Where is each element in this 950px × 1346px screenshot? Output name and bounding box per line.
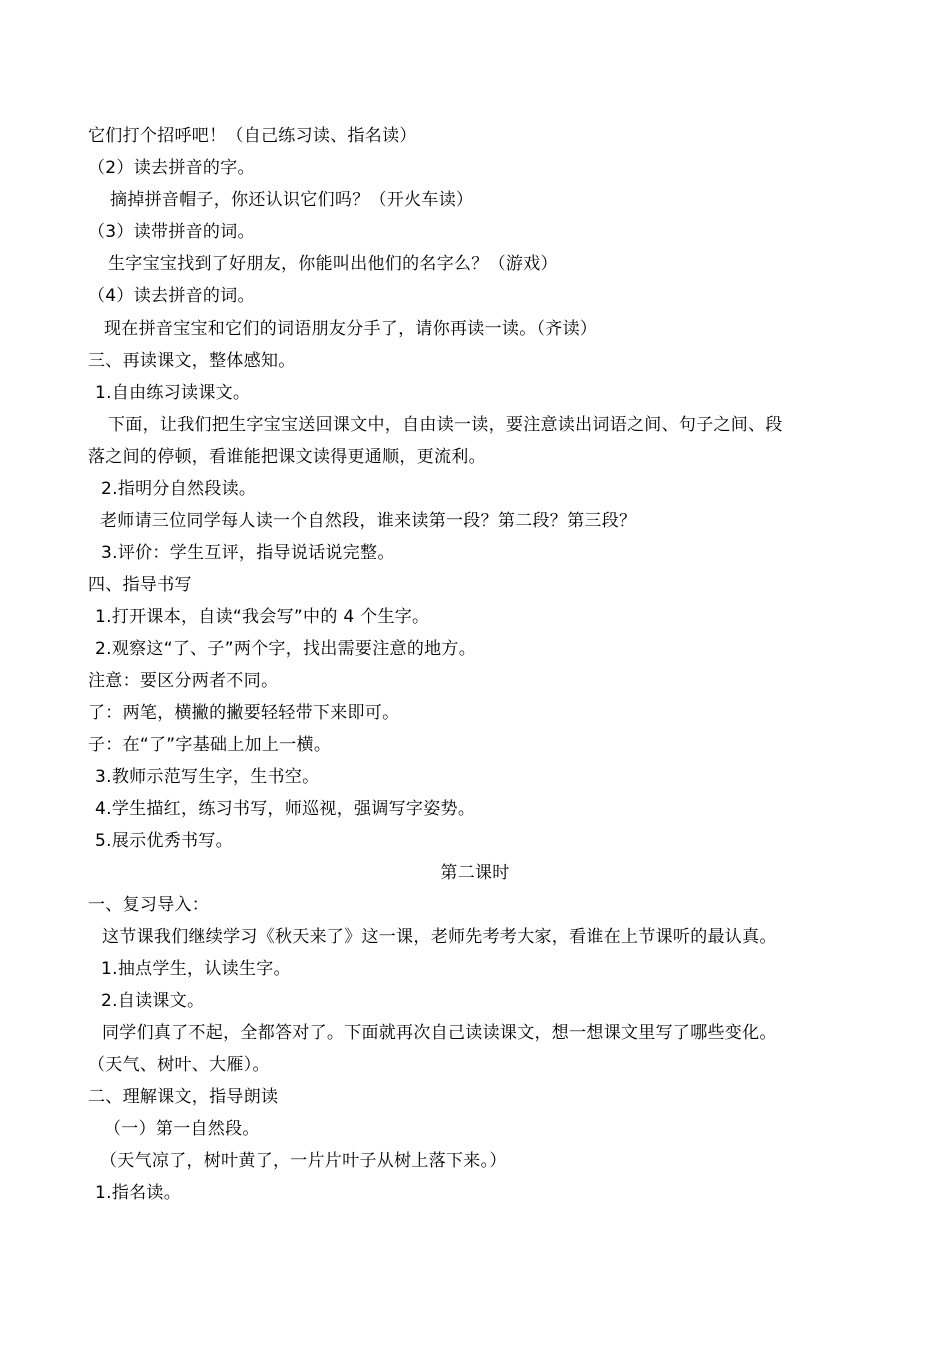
text-line-30: （天气、树叶、大雁）。 (88, 1055, 270, 1075)
text-line-7: 现在拼音宝宝和它们的词语朋友分手了，请你再读一读。（齐读） (104, 319, 598, 339)
text-line-4: （3）读带拼音的词。 (88, 222, 255, 242)
text-line-17: 2.观察这“了、子”两个字，找出需要注意的地方。 (95, 639, 477, 659)
text-line-33: （天气凉了，树叶黄了，一片片叶子从树上落下来。） (100, 1151, 507, 1171)
text-line-26: 这节课我们继续学习《秋天来了》这一课，老师先考考大家，看谁在上节课听的最认真。 (102, 927, 777, 947)
text-line-1: 它们打个招呼吧！（自己练习读、指名读） (88, 126, 417, 146)
text-line-6: （4）读去拼音的词。 (88, 286, 255, 306)
section-heading-2: 二、理解课文，指导朗读 (88, 1087, 279, 1107)
text-line-22: 4.学生描红，练习书写，师巡视，强调写字姿势。 (95, 799, 476, 819)
text-line-10: 下面，让我们把生字宝宝送回课文中，自由读一读，要注意读出词语之间、句子之间、段 (108, 415, 783, 435)
text-line-18: 注意：要区分两者不同。 (88, 671, 279, 691)
text-line-2: （2）读去拼音的字。 (88, 158, 255, 178)
text-line-28: 2.自读课文。 (101, 991, 205, 1011)
text-line-21: 3.教师示范写生字，生书空。 (95, 767, 320, 787)
text-line-34: 1.指名读。 (95, 1183, 182, 1203)
text-line-19: 了：两笔，横撇的撇要轻轻带下来即可。 (88, 703, 400, 723)
text-line-23: 5.展示优秀书写。 (95, 831, 233, 851)
text-line-3: 摘掉拼音帽子，你还认识它们吗？（开火车读） (110, 190, 474, 210)
text-line-9: 1.自由练习读课文。 (95, 383, 251, 403)
text-line-32: （一）第一自然段。 (104, 1119, 260, 1139)
text-line-16: 1.打开课本，自读“我会写”中的 4 个生字。 (95, 607, 430, 627)
text-line-29: 同学们真了不起，全都答对了。下面就再次自己读读课文，想一想课文里写了哪些变化。 (102, 1023, 777, 1043)
text-line-20: 子：在“了”字基础上加上一横。 (88, 735, 332, 755)
lesson-title: 第二课时 (440, 863, 510, 883)
text-line-5: 生字宝宝找到了好朋友，你能叫出他们的名字么？（游戏） (108, 254, 558, 274)
text-line-11: 落之间的停顿，看谁能把课文读得更通顺，更流利。 (88, 447, 486, 467)
text-line-14: 3.评价：学生互评，指导说话说完整。 (101, 543, 395, 563)
text-line-12: 2.指明分自然段读。 (101, 479, 257, 499)
text-line-27: 1.抽点学生，认读生字。 (101, 959, 291, 979)
text-line-13: 老师请三位同学每人读一个自然段，谁来读第一段？第二段？第三段？ (100, 511, 637, 531)
section-heading-1: 一、复习导入： (88, 895, 210, 915)
section-heading-4: 四、指导书写 (88, 575, 192, 595)
section-heading-3: 三、再读课文，整体感知。 (88, 351, 296, 371)
